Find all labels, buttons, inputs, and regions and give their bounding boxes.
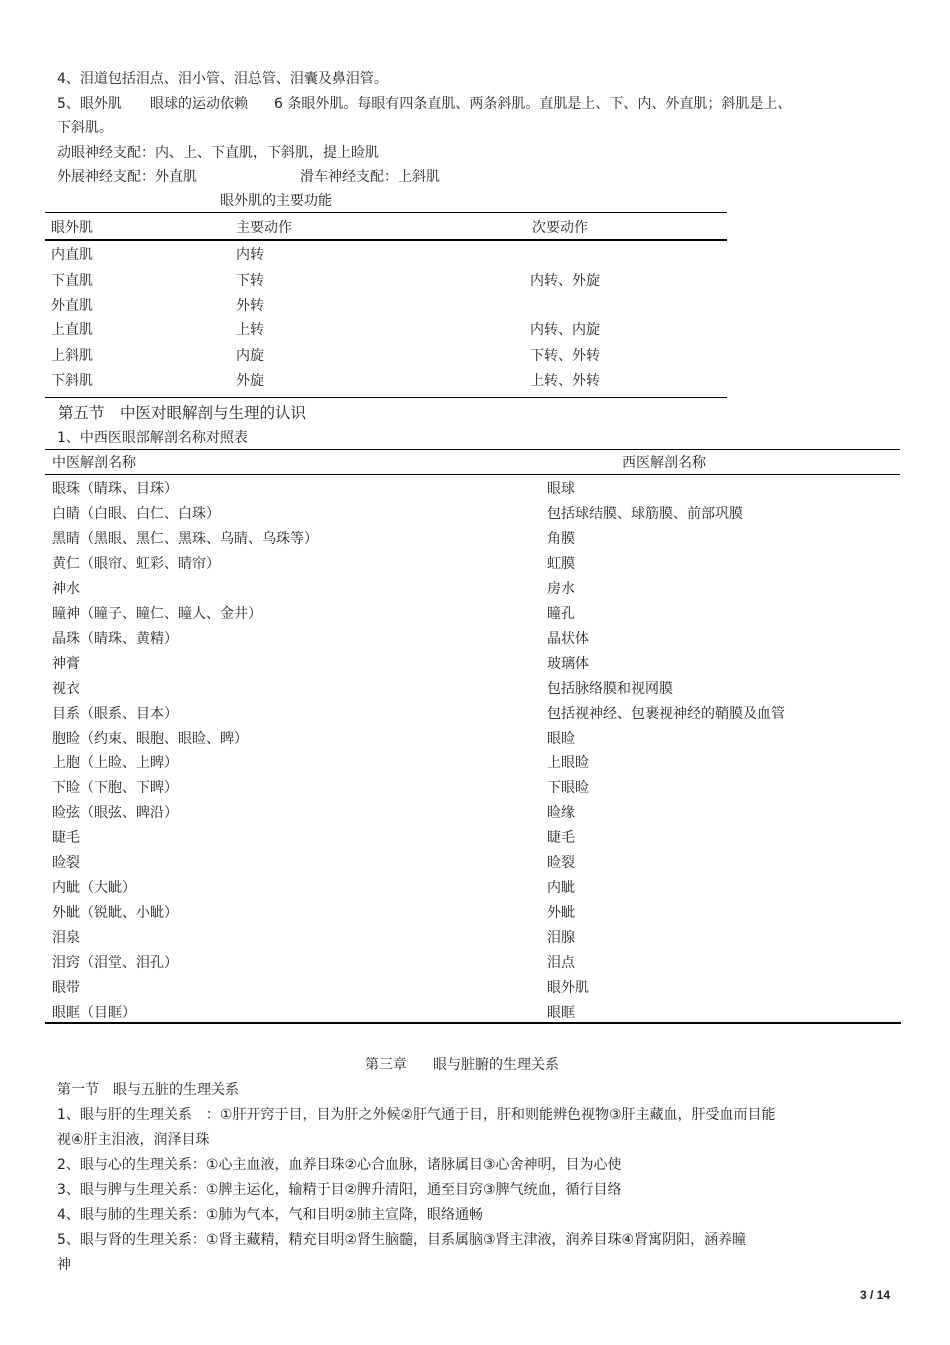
table-cell: 眼珠（睛珠、目珠） [52, 481, 178, 497]
table-cell: 内转、外旋 [530, 273, 600, 289]
table-cell: 睑弦（眼弦、睥沿） [52, 805, 178, 821]
chapter3-line: 4、眼与肺的生理关系：①肺为气本，气和目明②肺主宣降，眼络通畅 [57, 1207, 484, 1223]
table-cell: 包括视神经、包裹视神经的鞘膜及血管 [547, 706, 785, 722]
table-cell: 外眦（锐眦、小眦） [52, 905, 178, 921]
table-cell: 黄仁（眼帘、虹彩、睛帘） [52, 556, 220, 572]
table-cell: 内旋 [236, 348, 264, 364]
table-cell: 泪窍（泪堂、泪孔） [52, 955, 178, 971]
muscle-header-muscle: 眼外肌 [51, 220, 93, 236]
table-cell: 睑裂 [52, 855, 80, 871]
intro-line-4: 动眼神经支配：内、上、下直肌，下斜肌，提上睑肌 [57, 145, 379, 161]
intro-line-2a: 5、眼外肌 [57, 96, 122, 112]
intro-line-1: 4、泪道包括泪点、泪小管、泪总管、泪囊及鼻泪管。 [57, 71, 388, 87]
chapter3-line: 1、眼与肝的生理关系 ：①肝开窍于目，目为肝之外候②肝气通于目，肝和则能辨色视物③肝主藏血，肝受血而目能 [57, 1107, 776, 1123]
table-cell: 眼外肌 [547, 980, 589, 996]
table-cell: 角膜 [547, 531, 575, 547]
table-cell: 玻璃体 [547, 656, 589, 672]
table-cell: 外直肌 [51, 298, 93, 314]
page-number: 3 / 14 [860, 1288, 891, 1302]
intro-line-5b: 滑车神经支配：上斜肌 [300, 169, 440, 185]
chapter3-line: 5、眼与肾的生理关系：①肾主藏精，精充目明②肾生脑髓，目系属脑③肾主津液，润养目珠④肾寓阴阳，涵养瞳 [57, 1232, 747, 1248]
table-cell: 眼眶（目眶） [52, 1005, 136, 1021]
table-cell: 外转 [236, 298, 264, 314]
table-cell: 外旋 [236, 373, 264, 389]
table-cell: 内眦 [547, 880, 575, 896]
intro-line-5a: 外展神经支配：外直肌 [57, 169, 197, 185]
anatomy-header-western: 西医解剖名称 [622, 455, 706, 471]
muscle-header-secondary: 次要动作 [532, 220, 588, 236]
table-cell: 晶珠（睛珠、黄精） [52, 631, 178, 647]
intro-line-3: 下斜肌。 [57, 120, 113, 136]
table-cell: 内直肌 [51, 247, 93, 263]
muscle-table-bottom-rule [45, 397, 727, 398]
table-cell: 泪腺 [547, 930, 575, 946]
section5-subtitle: 1、中西医眼部解剖名称对照表 [57, 430, 248, 446]
table-cell: 黑睛（黑眼、黑仁、黑珠、乌睛、乌珠等） [52, 531, 318, 547]
anatomy-table-top-rule [45, 449, 900, 450]
table-cell: 睑缘 [547, 805, 575, 821]
table-cell: 瞳孔 [547, 606, 575, 622]
table-cell: 包括脉络膜和视网膜 [547, 681, 673, 697]
table-cell: 下直肌 [51, 273, 93, 289]
muscle-table-top-rule [45, 212, 727, 213]
table-cell: 房水 [547, 581, 575, 597]
table-cell: 下睑（下胞、下睥） [52, 780, 178, 796]
table-cell: 上转 [236, 322, 264, 338]
table-cell: 上斜肌 [51, 348, 93, 364]
chapter3-line: 视④肝主泪液，润泽目珠 [57, 1132, 210, 1148]
table-cell: 睫毛 [52, 830, 80, 846]
table-cell: 包括球结膜、球筋膜、前部巩膜 [547, 506, 743, 522]
section5-title: 第五节 中医对眼解剖与生理的认识 [58, 404, 307, 422]
muscle-table-caption: 眼外肌的主要功能 [220, 193, 332, 209]
anatomy-table-bottom-rule [45, 1022, 901, 1024]
intro-line-2c: 6 条眼外肌。每眼有四条直肌、两条斜肌。直肌是上、下、内、外直肌；斜肌是上、 [274, 96, 792, 112]
chapter3-section1: 第一节 眼与五脏的生理关系 [57, 1082, 239, 1098]
table-cell: 视衣 [52, 681, 80, 697]
anatomy-table-header-rule [45, 474, 900, 475]
chapter3-line: 神 [57, 1257, 71, 1273]
table-cell: 晶状体 [547, 631, 589, 647]
table-cell: 眼带 [52, 980, 80, 996]
table-cell: 白睛（白眼、白仁、白珠） [52, 506, 220, 522]
table-cell: 下斜肌 [51, 373, 93, 389]
table-cell: 下转、外转 [530, 348, 600, 364]
table-cell: 睑裂 [547, 855, 575, 871]
table-cell: 胞睑（约束、眼胞、眼睑、睥） [52, 731, 248, 747]
table-cell: 泪点 [547, 955, 575, 971]
intro-line-2b: 眼球的运动依赖 [150, 96, 248, 112]
chapter3-title-number: 第三章 [365, 1057, 407, 1073]
table-cell: 目系（眼系、目本） [52, 706, 178, 722]
muscle-table-header-rule [45, 239, 727, 241]
table-cell: 神水 [52, 581, 80, 597]
table-cell: 上直肌 [51, 322, 93, 338]
table-cell: 下转 [236, 273, 264, 289]
chapter3-title-text: 眼与脏腑的生理关系 [433, 1057, 559, 1073]
table-cell: 虹膜 [547, 556, 575, 572]
table-cell: 上转、外转 [530, 373, 600, 389]
anatomy-header-tcm: 中医解剖名称 [52, 455, 136, 471]
table-cell: 泪泉 [52, 930, 80, 946]
table-cell: 睫毛 [547, 830, 575, 846]
table-cell: 下眼睑 [547, 780, 589, 796]
chapter3-line: 2、眼与心的生理关系：①心主血液，血养目珠②心合血脉，诸脉属目③心舍神明，目为心使 [57, 1157, 622, 1173]
table-cell: 上眼睑 [547, 755, 589, 771]
table-cell: 外眦 [547, 905, 575, 921]
table-cell: 内转 [236, 247, 264, 263]
table-cell: 瞳神（瞳子、瞳仁、瞳人、金井） [52, 606, 262, 622]
chapter3-line: 3、眼与脾与生理关系：①脾主运化，输精于目②脾升清阳，通至目窍③脾气统血，循行目络 [57, 1182, 622, 1198]
muscle-header-primary: 主要动作 [236, 220, 292, 236]
table-cell: 内转、内旋 [530, 322, 600, 338]
table-cell: 眼球 [547, 481, 575, 497]
table-cell: 内眦（大眦） [52, 880, 136, 896]
table-cell: 神膏 [52, 656, 80, 672]
table-cell: 眼睑 [547, 731, 575, 747]
table-cell: 眼眶 [547, 1005, 575, 1021]
table-cell: 上胞（上睑、上睥） [52, 755, 178, 771]
